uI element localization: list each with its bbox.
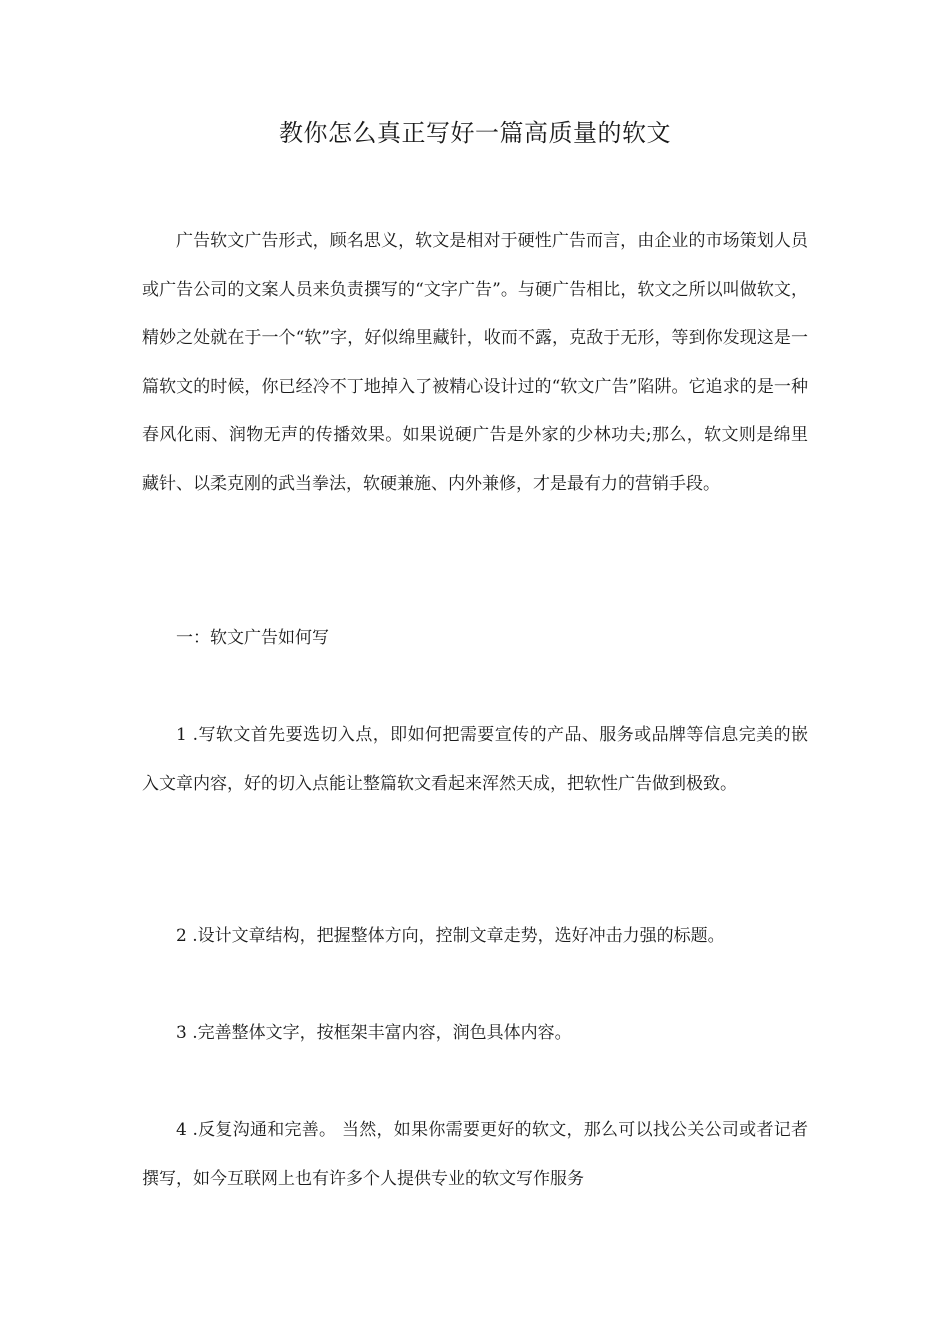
step-paragraph-2: 2 .设计文章结构，把握整体方向，控制文章走势，选好冲击力强的标题。 bbox=[176, 926, 725, 946]
section-heading: 一：软文广告如何写 bbox=[176, 628, 329, 648]
step-paragraph-3: 3 .完善整体文字，按框架丰富内容，润色具体内容。 bbox=[176, 1023, 572, 1043]
intro-paragraph: 广告软文广告形式，顾名思义，软文是相对于硬性广告而言，由企业的市场策划人员或广告公司的文案人员来负责撰写的“文字广告”。与硬广告相比，软文之所以叫做软文，精妙之处就在于一个“软”字，好似绵里藏针，收而不露，克敌于无形，等到你发现这是一篇软文的时候，你已经冷不丁地掉入了被精心设计过的“软文广告”陷阱。它追求的是一种春风化雨、润物无声的传播效果。如果说硬广告是外家的少林功夫;那么，软文则是绵里藏针、以柔克刚的武当拳法，软硬兼施、内外兼修，才是最有力的营销手段。 bbox=[142, 231, 808, 494]
step-paragraph-4: 4 .反复沟通和完善。 当然，如果你需要更好的软文，那么可以找公关公司或者记者撰写，如今互联网上也有许多个人提供专业的软文写作服务 bbox=[142, 1120, 808, 1189]
step-paragraph-1: 1 .写软文首先要选切入点，即如何把需要宣传的产品、服务或品牌等信息完美的嵌入文章内容，好的切入点能让整篇软文看起来浑然天成，把软性广告做到极致。 bbox=[142, 725, 808, 794]
document-title: 教你怎么真正写好一篇高质量的软文 bbox=[279, 119, 671, 147]
